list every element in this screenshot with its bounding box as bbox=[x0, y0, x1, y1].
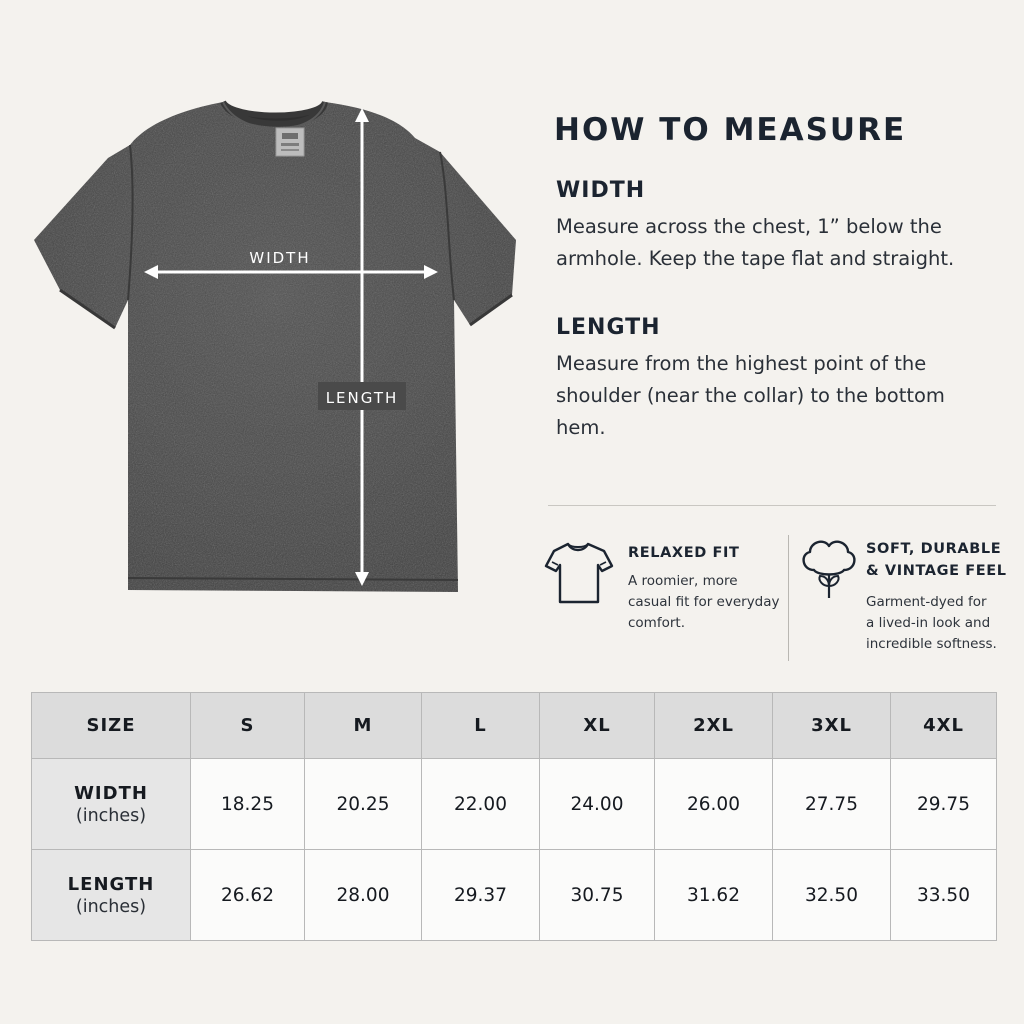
row-unit: (inches) bbox=[75, 896, 147, 917]
table-cell: 31.62 bbox=[655, 850, 773, 941]
page-title: HOW TO MEASURE bbox=[554, 112, 907, 148]
how-to-measure-panel bbox=[554, 112, 1004, 444]
table-cell: 30.75 bbox=[540, 850, 655, 941]
tshirt-outline-icon bbox=[544, 538, 614, 608]
header-4xl: 4XL bbox=[891, 693, 997, 759]
table-cell: 27.75 bbox=[773, 759, 891, 850]
width-label: WIDTH bbox=[249, 249, 311, 267]
row-label-length bbox=[32, 850, 191, 941]
table-cell: 29.75 bbox=[891, 759, 997, 850]
section-divider bbox=[548, 505, 996, 506]
header-2xl: 2XL bbox=[655, 693, 773, 759]
feature-relaxed-fit bbox=[544, 538, 784, 658]
header-size: SIZE bbox=[32, 693, 191, 759]
table-cell: 18.25 bbox=[191, 759, 305, 850]
feature-soft-durable bbox=[798, 536, 1024, 660]
header-s: S bbox=[191, 693, 305, 759]
length-label: LENGTH bbox=[325, 389, 399, 407]
table-cell: 29.37 bbox=[422, 850, 540, 941]
length-instructions: Measure from the highest point of the shoulder (near the collar) to the bottom hem. bbox=[556, 352, 945, 439]
width-heading: WIDTH bbox=[556, 178, 646, 203]
header-xl: XL bbox=[540, 693, 655, 759]
row-unit: (inches) bbox=[75, 805, 147, 826]
table-row-length bbox=[32, 850, 997, 941]
row-label: LENGTH bbox=[67, 873, 155, 895]
table-header-row bbox=[32, 693, 997, 759]
tshirt-illustration bbox=[20, 90, 530, 610]
table-cell: 33.50 bbox=[891, 850, 997, 941]
row-label: WIDTH bbox=[74, 782, 148, 804]
feature-title: SOFT, DURABLE & VINTAGE FEEL bbox=[866, 541, 1007, 579]
row-label-width bbox=[32, 759, 191, 850]
table-cell: 28.00 bbox=[305, 850, 422, 941]
table-row-width bbox=[32, 759, 997, 850]
header-m: M bbox=[305, 693, 422, 759]
header-l: L bbox=[422, 693, 540, 759]
table-cell: 20.25 bbox=[305, 759, 422, 850]
table-cell: 24.00 bbox=[540, 759, 655, 850]
tshirt-diagram bbox=[20, 90, 530, 610]
table-cell: 22.00 bbox=[422, 759, 540, 850]
width-instructions: Measure across the chest, 1” below the armhole. Keep the tape flat and straight. bbox=[556, 215, 955, 270]
table-cell: 26.00 bbox=[655, 759, 773, 850]
feature-description: A roomier, more casual fit for everyday comfort. bbox=[628, 573, 780, 631]
feature-title: RELAXED FIT bbox=[628, 545, 740, 561]
feature-description: Garment-dyed for a lived-in look and incredible softness. bbox=[866, 594, 997, 652]
cotton-flower-icon bbox=[798, 536, 860, 602]
length-heading: LENGTH bbox=[556, 315, 661, 340]
table-cell: 26.62 bbox=[191, 850, 305, 941]
size-chart-table bbox=[31, 692, 997, 941]
table-cell: 32.50 bbox=[773, 850, 891, 941]
neck-label bbox=[276, 128, 304, 156]
header-3xl: 3XL bbox=[773, 693, 891, 759]
feature-divider bbox=[788, 535, 789, 661]
